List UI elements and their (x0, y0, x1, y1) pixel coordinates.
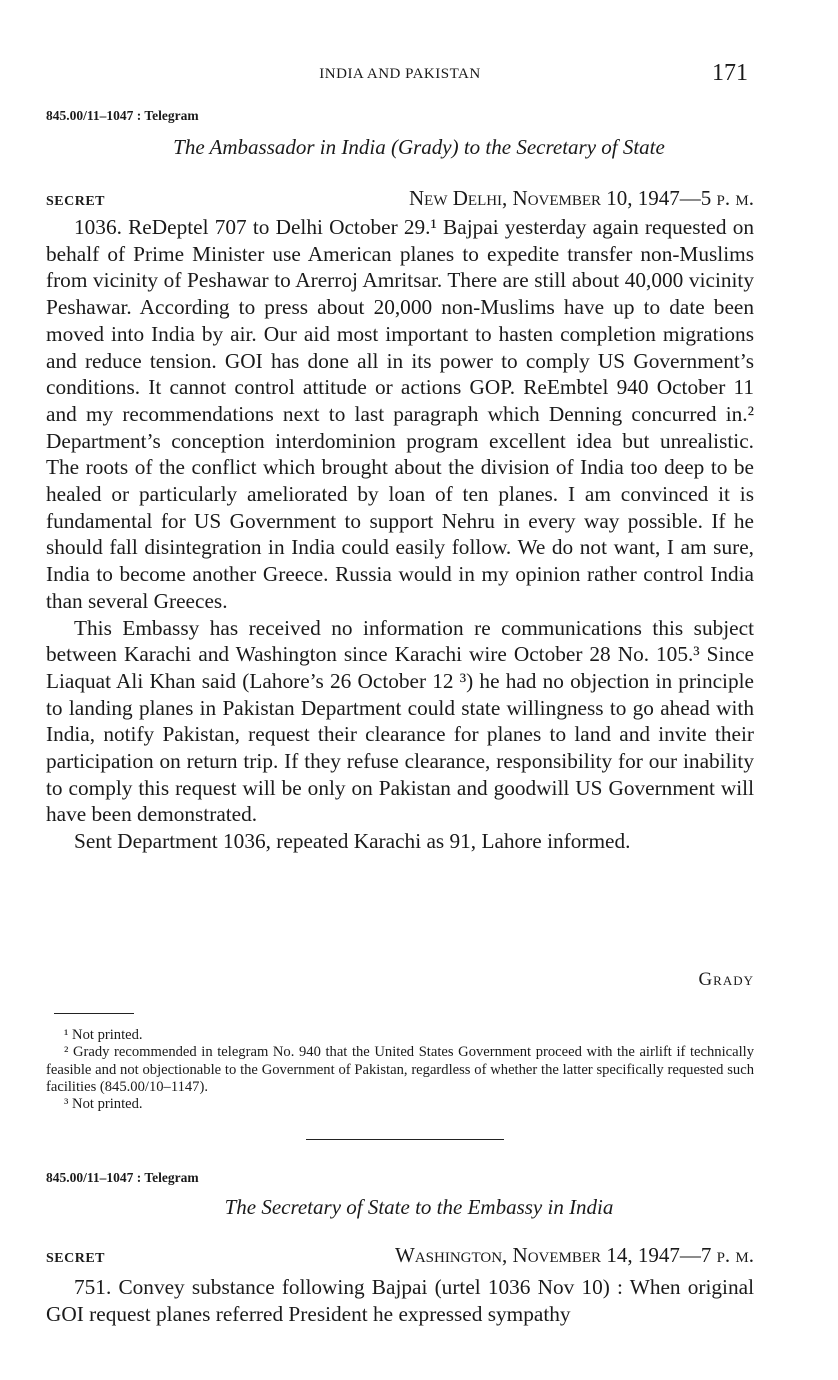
document-title: The Secretary of State to the Embassy in India (224, 1195, 614, 1219)
telegram-body (46, 1274, 754, 1327)
telegram-body (46, 214, 754, 855)
dateline: Washington, November 14, 1947—7 p. m. (395, 1243, 754, 1267)
dateline-row (46, 1243, 754, 1268)
signature: Grady (698, 969, 754, 990)
footnote: ¹ Not printed. (64, 1027, 143, 1043)
body-paragraph: Sent Department 1036, repeated Karachi as 91, Lahore informed. (74, 829, 631, 854)
page-number: 171 (712, 60, 748, 86)
document-reference: 845.00/11–1047 : Telegram (46, 1170, 199, 1185)
body-paragraph: This Embassy has received no information re communications this subject between Karachi and Washington since Karachi wire October 28 No. 105.³ Since Liaquat Ali Khan said (Lahore’s 26 October 12 ³) he had no objection in principle to landing planes in Pakistan Department could state willingness to go ahead with India, notify Pakistan, request their clearance for planes to land and invite their participation on return trip. If they refuse clearance, responsibility for our inability to comply this request will be only on Pakistan and goodwill US Government will have been demonstrated. (46, 615, 754, 827)
footnote: ³ Not printed. (64, 1096, 143, 1113)
footnote-rule (54, 1013, 134, 1014)
dateline-row (46, 186, 754, 211)
footnote: ² Grady recommended in telegram No. 940 that the United States Government proceed with the airlift if technically feasible and not objectionable to the Government of Pakistan, regardless of whether the latter specifically requested such facilities (845.00/10–1147). (46, 1044, 754, 1095)
dateline: New Delhi, November 10, 1947—5 p. m. (409, 186, 754, 210)
body-paragraph: 1036. ReDeptel 707 to Delhi October 29.¹ Bajpai yesterday again requested on behalf of Prime Minister use American planes to expedite transfer non-Muslims from vicinity of Peshawar to Arerroj Amritsar. There are still about 40,000 vicinity Peshawar. According to press about 20,000 non-Muslims have up to date been moved into India by air. Our aid most important to hasten completion migrations and reduce tension. GOI has done all in its power to comply US Government’s conditions. It cannot control attitude or actions GOP. ReEmbtel 940 October 11 and my recommendations next to last paragraph which Denning concurred in.² Department’s conception interdominion program excellent idea but unrealistic. The roots of the conflict which brought about the division of India too deep to be healed or particularly ameliorated by loan of ten planes. I am convinced it is fundamental for US Government to support Nehru in every way possible. If he should fall disintegration in India could easily follow. We do not want, I am sure, India to become another Greece. Russia would in my opinion rather control India than several Greeces. (46, 215, 754, 613)
document-title: The Ambassador in India (Grady) to the Secretary of State (173, 135, 665, 159)
section-separator (306, 1139, 504, 1140)
classification-label: SECRET (46, 194, 106, 209)
running-head (48, 62, 752, 88)
classification-label: SECRET (46, 1251, 106, 1266)
footnotes (46, 1027, 754, 1113)
body-paragraph: 751. Convey substance following Bajpai (urtel 1036 Nov 10) : When original GOI request planes referred President he expressed sympathy (46, 1275, 754, 1326)
running-head-title: INDIA AND PAKISTAN (319, 66, 481, 82)
document-reference: 845.00/11–1047 : Telegram (46, 108, 199, 123)
